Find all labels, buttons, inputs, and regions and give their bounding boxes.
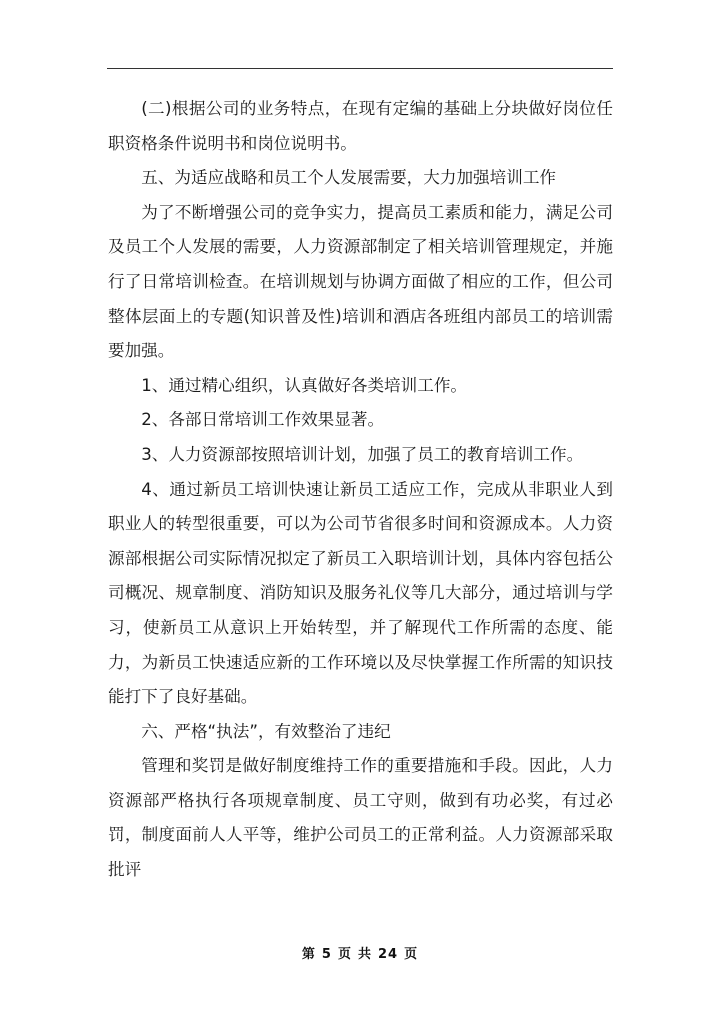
total-page-count: 24 [377, 947, 399, 962]
header-rule [107, 68, 613, 69]
list-item-3: 3、人力资源部按照培训计划，加强了员工的教育培训工作。 [141, 444, 584, 464]
paragraph-training-overview: 为了不断增强公司的竞争实力，提高员工素质和能力，满足公司及员工个人发展的需要，人力资源部制定了相关培训管理规定，并施行了日常培训检查。在培训规划与协调方面做了相应的工作，但公司整体层面上的专题(知识普及性)培训和酒店各班组内部员工的培训需要加强。 [108, 202, 613, 361]
heading-section-6: 六、严格“执法”，有效整治了违纪 [141, 721, 391, 741]
paragraph-section-4-item-2: (二)根据公司的业务特点，在现有定编的基础上分块做好岗位任职资格条件说明书和岗位说明书。 [108, 99, 613, 153]
footer-prefix: 第 [301, 947, 316, 962]
footer-total-label: 页 [404, 947, 419, 962]
list-item-1: 1、通过精心组织，认真做好各类培训工作。 [141, 375, 468, 395]
footer-page-label: 页 [337, 947, 352, 962]
list-item-2: 2、各部日常培训工作效果显著。 [141, 410, 385, 430]
footer-total-prefix: 共 [357, 947, 372, 962]
paragraph-discipline: 管理和奖罚是做好制度维持工作的重要措施和手段。因此，人力资源部严格执行各项规章制度、员工守则，做到有功必奖，有过必罚，制度面前人人平等，维护公司员工的正常利益。人力资源部采取批评 [108, 756, 613, 880]
list-item-4: 4、通过新员工培训快速让新员工适应工作，完成从非职业人到职业人的转型很重要，可以为公司节省很多时间和资源成本。人力资源部根据公司实际情况拟定了新员工入职培训计划，具体内容包括公司概况、规章制度、消防知识及服务礼仪等几大部分，通过培训与学习，使新员工从意识上开始转型，并了解现代工作所需的态度、能力，为新员工快速适应新的工作环境以及尽快掌握工作所需的知识技能打下了良好基础。 [108, 479, 613, 707]
heading-section-5: 五、为适应战略和员工个人发展需要，大力加强培训工作 [141, 168, 557, 188]
document-body [108, 92, 613, 888]
current-page-number: 5 [321, 947, 332, 962]
page-footer [0, 943, 720, 962]
